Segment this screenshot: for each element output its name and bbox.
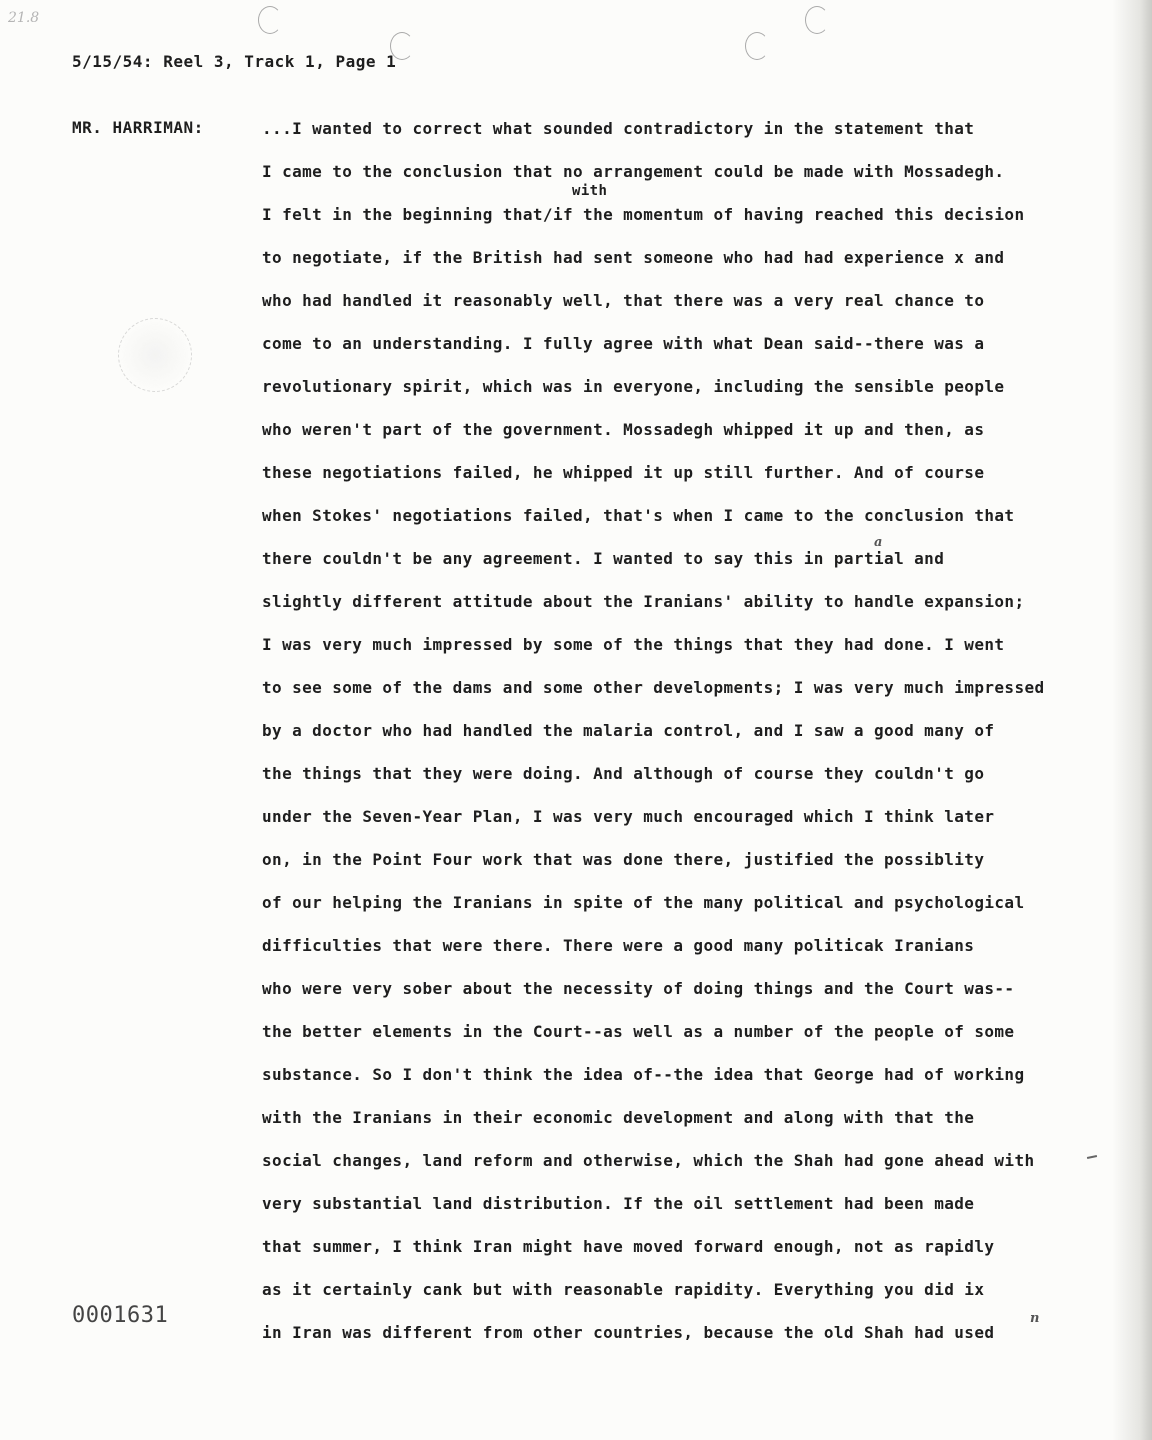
staple-hole-mark (745, 32, 769, 60)
staple-hole-mark (258, 6, 282, 34)
transcript-line: come to an understanding. I fully agree with what Dean said--there was a (262, 334, 985, 353)
transcript-line: difficulties that were there. There were a good many politicak Iranians (262, 936, 975, 955)
transcript-line: I came to the conclusion that no arrangement could be made with Mossadegh. (262, 162, 1005, 181)
transcript-line: very substantial land distribution. If the oil settlement had been made (262, 1194, 975, 1213)
transcript-line: as it certainly cank but with reasonable rapidity. Everything you did ix (262, 1280, 985, 1299)
transcript-line: who weren't part of the government. Mossadegh whipped it up and then, as (262, 420, 985, 439)
transcript-line: slightly different attitude about the Iranians' ability to handle expansion; (262, 592, 1025, 611)
transcript-line: with the Iranians in their economic development and along with that the (262, 1108, 975, 1127)
transcript-line: substance. So I don't think the idea of--the idea that George had of working (262, 1065, 1025, 1084)
transcript-line: the better elements in the Court--as well as a number of the people of some (262, 1022, 1015, 1041)
transcript-line: social changes, land reform and otherwise, which the Shah had gone ahead with (262, 1151, 1035, 1170)
transcript-line: I was very much impressed by some of the things that they had done. I went (262, 635, 1005, 654)
transcript-line: of our helping the Iranians in spite of the many political and psychological (262, 893, 1025, 912)
transcript-line: who were very sober about the necessity of doing things and the Court was-- (262, 979, 1015, 998)
transcript-line-text: there couldn't be any agreement. I wanted to say this in partial and (262, 549, 945, 568)
transcript-line (262, 1311, 1102, 1365)
transcript-reference: 5/15/54: Reel 3, Track 1, Page 1 (72, 52, 397, 71)
library-stamp (118, 318, 192, 392)
corner-pencil-mark: 21.8 (8, 10, 40, 26)
transcript-line: the things that they were doing. And although of course they couldn't go (262, 764, 985, 783)
page-edge-shadow (1112, 0, 1152, 1440)
transcript-line: to see some of the dams and some other developments; I was very much impressed (262, 678, 1045, 697)
transcript-line (262, 183, 1102, 247)
interlinear-insertion: with (572, 183, 608, 199)
transcript-line-text: in Iran was different from other countries, because the old Shah had used (262, 1323, 995, 1342)
transcript-line: who had handled it reasonably well, that there was a very real chance to (262, 291, 985, 310)
transcript-line: on, in the Point Four work that was done there, justified the possiblity (262, 850, 985, 869)
transcript-line: to negotiate, if the British had sent someone who had had experience x and (262, 248, 1005, 267)
transcript-line (262, 535, 1102, 591)
document-number: 0001631 (72, 1303, 169, 1328)
staple-hole-mark (805, 6, 829, 34)
transcript-line: by a doctor who had handled the malaria control, and I saw a good many of (262, 721, 995, 740)
handwritten-insertion: n (1030, 1311, 1040, 1326)
transcript-line: revolutionary spirit, which was in everyone, including the sensible people (262, 377, 1005, 396)
speaker-label: MR. HARRIMAN: (72, 118, 204, 137)
transcript-line: these negotiations failed, he whipped it up still further. And of course (262, 463, 985, 482)
transcript-body (262, 118, 1102, 1365)
handwritten-insertion: a (874, 535, 883, 550)
transcript-line: ...I wanted to correct what sounded contradictory in the statement that (262, 119, 975, 138)
transcript-line: under the Seven-Year Plan, I was very much encouraged which I think later (262, 807, 995, 826)
transcript-line: when Stokes' negotiations failed, that's when I came to the conclusion that (262, 506, 1015, 525)
transcript-line: that summer, I think Iran might have moved forward enough, not as rapidly (262, 1237, 995, 1256)
transcript-line-text: I felt in the beginning that/if the momentum of having reached this decision (262, 205, 1025, 224)
